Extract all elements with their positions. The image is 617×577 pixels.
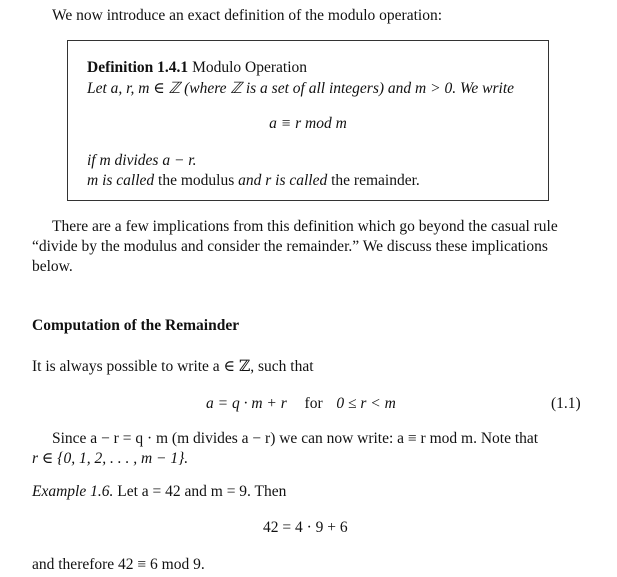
definition-formula: a ≡ r mod m: [269, 115, 347, 132]
since-line2: r ∈ {0, 1, 2, . . . , m − 1}.: [32, 450, 189, 467]
example-formula: 42 = 4 · 9 + 6: [263, 519, 348, 536]
example-label: Example 1.6.: [32, 483, 114, 500]
intro-text: We now introduce an exact definition of the modulo operation:: [52, 7, 443, 24]
equation-lhs: a = q · m + r: [206, 395, 287, 412]
example-conclusion: and therefore 42 ≡ 6 mod 9.: [32, 556, 205, 573]
example-line: [32, 482, 286, 502]
definition-heading: [87, 58, 307, 78]
def-line3-part-a: m is called: [87, 172, 159, 189]
implications-line3: below.: [32, 258, 73, 275]
definition-label: Definition 1.4.1: [87, 59, 189, 76]
definition-line2: if m divides a − r.: [87, 152, 197, 169]
definition-line1: Let a, r, m ∈ ℤ (where ℤ is a set of all integers) and m > 0. We write: [87, 80, 515, 97]
example-text: Let a = 42 and m = 9. Then: [113, 483, 287, 500]
section-heading: Computation of the Remainder: [32, 317, 240, 334]
since-line1: Since a − r = q · m (m divides a − r) we can now write: a ≡ r mod m. Note that: [52, 430, 539, 447]
definition-line3: [87, 171, 420, 191]
def-line3-part-b: the modulus: [158, 172, 235, 189]
def-line3-part-d: the remainder.: [331, 172, 420, 189]
implications-line1: There are a few implications from this definition which go beyond the casual rule: [52, 218, 558, 235]
always-possible-text: It is always possible to write a ∈ ℤ, such that: [32, 358, 314, 375]
def-line3-part-c: and r is called: [234, 172, 332, 189]
implications-line2: “divide by the modulus and consider the remainder.” We discuss these implications: [32, 238, 548, 255]
equation-number: (1.1): [551, 395, 581, 412]
equation-for: for: [304, 395, 323, 412]
definition-title: Modulo Operation: [192, 59, 308, 76]
equation-condition: 0 ≤ r < m: [336, 395, 396, 412]
equation-1-1: [206, 394, 396, 414]
